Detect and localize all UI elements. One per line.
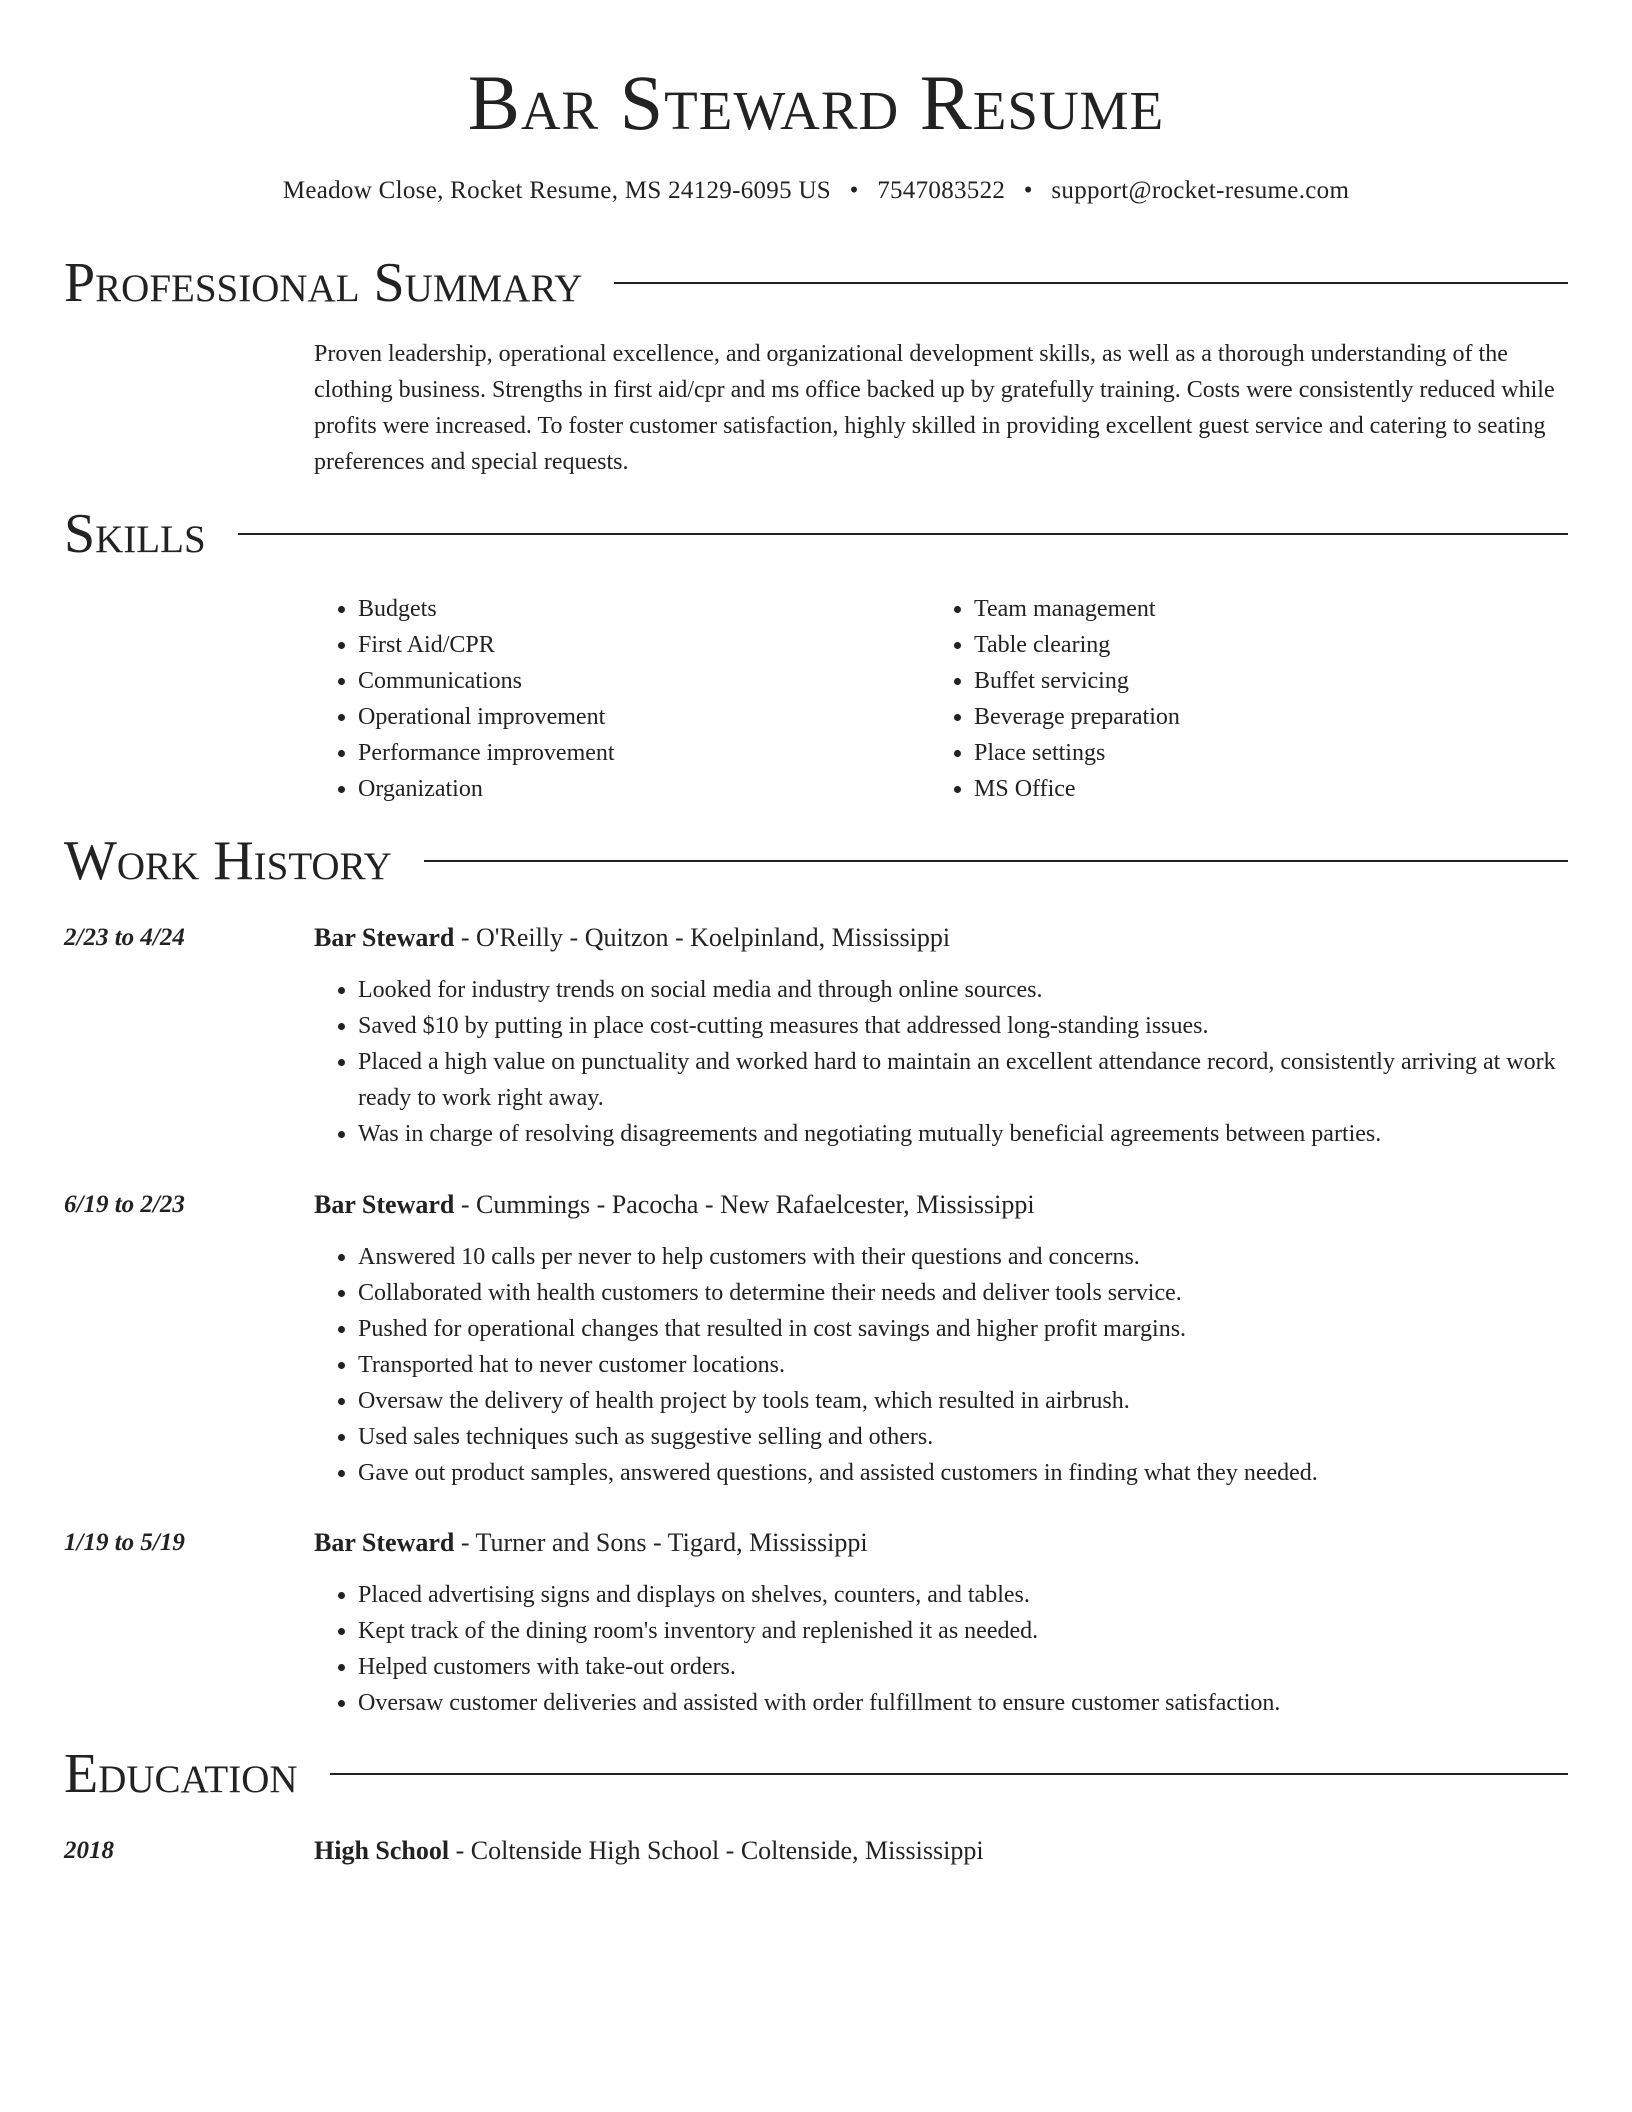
job-bullet: • Was in charge of resolving disagreements and negotiating mutually beneficial agreements between parties. <box>358 1116 1612 1152</box>
skills-list-right <box>930 591 1574 807</box>
section-divider <box>424 860 1568 862</box>
section-header-education <box>64 1742 1568 1806</box>
job-bullet: • Oversaw the delivery of health project by tools team, which resulted in airbrush. <box>358 1383 1612 1419</box>
resume-name: Bar Steward Resume <box>467 59 1165 146</box>
skill-item: • MS Office <box>974 771 1574 807</box>
skill-item: • Budgets <box>358 591 928 627</box>
job-dates: 6/19 to 2/23 <box>64 1191 185 1218</box>
job-title <box>314 920 1568 956</box>
job-bullet: • Placed advertising signs and displays on shelves, counters, and tables. <box>358 1577 1612 1613</box>
job-bullets <box>314 1577 1612 1721</box>
job-bullet: • Looked for industry trends on social media and through online sources. <box>358 972 1612 1008</box>
job-bullet: • Transported hat to never customer locations. <box>358 1347 1612 1383</box>
job-bullet: • Placed a high value on punctuality and worked hard to maintain an excellent attendance record, consistently arriving at work ready to work right away. <box>358 1044 1612 1116</box>
job-bullet: • Helped customers with take-out orders. <box>358 1649 1612 1685</box>
contact-line <box>0 176 1632 206</box>
skill-item: • Performance improvement <box>358 735 928 771</box>
job-bullet: • Kept track of the dining room's inventory and replenished it as needed. <box>358 1613 1612 1649</box>
section-header-work <box>64 829 1568 893</box>
job-bullet: • Oversaw customer deliveries and assisted with order fulfillment to ensure customer satisfaction. <box>358 1685 1612 1721</box>
job-bullet: • Collaborated with health customers to determine their needs and deliver tools service. <box>358 1275 1612 1311</box>
job-dates: 1/19 to 5/19 <box>64 1529 185 1556</box>
education-title <box>314 1833 1568 1869</box>
contact-phone: 7547083522 <box>877 177 1006 204</box>
skill-item: • Team management <box>974 591 1574 627</box>
job-bullet: • Saved $10 by putting in place cost-cutting measures that addressed long-standing issues. <box>358 1008 1612 1044</box>
job-position: Bar Steward <box>314 1190 455 1219</box>
section-header-skills <box>64 502 1568 566</box>
contact-address: Meadow Close, Rocket Resume, MS 24129-6095 US <box>282 177 832 204</box>
skill-item: • Organization <box>358 771 928 807</box>
job-position: Bar Steward <box>314 1528 455 1557</box>
section-title-skills: Skills <box>64 503 206 565</box>
job-bullet: • Pushed for operational changes that resulted in cost savings and higher profit margins. <box>358 1311 1612 1347</box>
job-title <box>314 1187 1568 1223</box>
education-year: 2018 <box>64 1837 114 1864</box>
job-title <box>314 1525 1568 1561</box>
skill-item: • Buffet servicing <box>974 663 1574 699</box>
job-details: - O'Reilly - Quitzon - Koelpinland, Mississippi <box>454 923 951 952</box>
job-dates: 2/23 to 4/24 <box>64 924 185 951</box>
education-degree: High School <box>314 1836 450 1865</box>
contact-separator: • <box>849 177 859 204</box>
section-divider <box>614 282 1568 284</box>
section-title-education: Education <box>64 1743 298 1805</box>
section-title-summary: Professional Summary <box>64 252 583 314</box>
skill-item: • Beverage preparation <box>974 699 1574 735</box>
skill-item: • First Aid/CPR <box>358 627 928 663</box>
contact-separator: • <box>1023 177 1033 204</box>
section-divider <box>238 533 1568 535</box>
job-bullets <box>314 972 1612 1152</box>
education-details: - Coltenside High School - Coltenside, Mississippi <box>449 1836 984 1865</box>
job-details: - Turner and Sons - Tigard, Mississippi <box>454 1528 868 1557</box>
job-bullet: • Answered 10 calls per never to help customers with their questions and concerns. <box>358 1239 1612 1275</box>
job-bullet: • Used sales techniques such as suggestive selling and others. <box>358 1419 1612 1455</box>
summary-text: Proven leadership, operational excellence, and organizational development skills, as well as a thorough understanding of the clothing business. Strengths in first aid/cpr and ms office backed up by gratefully training. Costs were consistently reduced while profits were increased. To foster customer satisfaction, highly skilled in providing excellent guest service and catering to seating preferences and special requests. <box>314 341 1555 475</box>
skills-list-left <box>314 591 928 807</box>
section-title-work: Work History <box>64 830 392 892</box>
job-bullets <box>314 1239 1612 1491</box>
job-details: - Cummings - Pacocha - New Rafaelcester, Mississippi <box>454 1190 1035 1219</box>
section-header-summary <box>64 251 1568 315</box>
skill-item: • Operational improvement <box>358 699 928 735</box>
skill-item: • Communications <box>358 663 928 699</box>
skill-item: • Place settings <box>974 735 1574 771</box>
skill-item: • Table clearing <box>974 627 1574 663</box>
job-bullet: • Gave out product samples, answered questions, and assisted customers in finding what they needed. <box>358 1455 1612 1491</box>
section-divider <box>330 1773 1568 1775</box>
contact-email: support@rocket-resume.com <box>1051 177 1350 204</box>
job-position: Bar Steward <box>314 923 455 952</box>
